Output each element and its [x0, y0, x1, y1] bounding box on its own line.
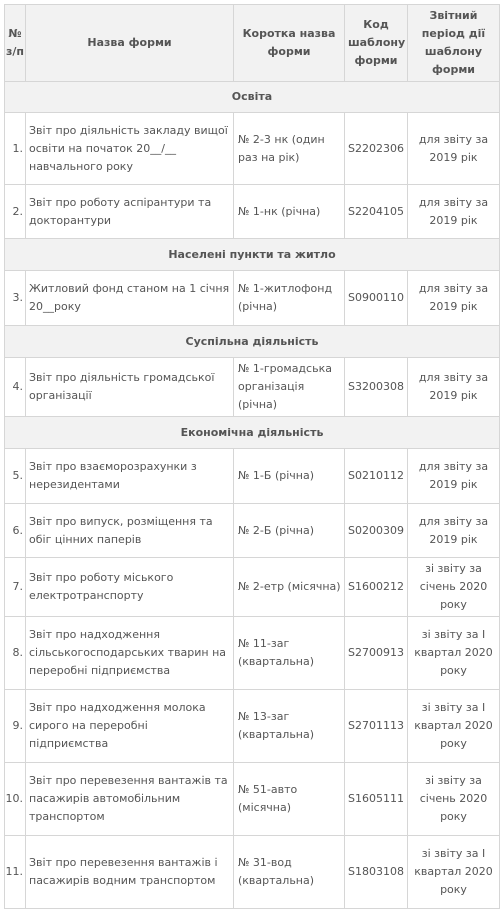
row-name: Звіт про перевезення вантажів та пасажирів автомобільним транспортом	[26, 763, 234, 836]
row-num: 4.	[5, 358, 26, 417]
row-short-name: № 51-авто (місячна)	[234, 763, 345, 836]
row-num: 6.	[5, 504, 26, 558]
row-code: S1803108	[345, 836, 408, 909]
row-code: S0200309	[345, 504, 408, 558]
table-body	[5, 82, 500, 909]
row-period: для звіту за 2019 рік	[408, 358, 500, 417]
row-name: Звіт про перевезення вантажів і пасажирів водним транспортом	[26, 836, 234, 909]
row-period: для звіту за 2019 рік	[408, 449, 500, 504]
header-row	[5, 5, 500, 82]
row-period: для звіту за 2019 рік	[408, 271, 500, 326]
row-num: 9.	[5, 690, 26, 763]
row-short-name: № 1-Б (річна)	[234, 449, 345, 504]
row-name: Звіт про випуск, розміщення та обіг цінних паперів	[26, 504, 234, 558]
table-row	[5, 358, 500, 417]
table-row	[5, 113, 500, 185]
row-period: зі звіту за І квартал 2020 року	[408, 690, 500, 763]
row-short-name: № 2-3 нк (один раз на рік)	[234, 113, 345, 185]
row-name: Звіт про діяльність закладу вищої освіти на початок 20__/__ навчального року	[26, 113, 234, 185]
section-row	[5, 82, 500, 113]
header-num: № з/п	[5, 5, 26, 82]
table-row	[5, 763, 500, 836]
table-row	[5, 558, 500, 617]
table-row	[5, 271, 500, 326]
row-code: S0210112	[345, 449, 408, 504]
row-code: S2204105	[345, 185, 408, 239]
table-row	[5, 617, 500, 690]
header-short: Коротка назва форми	[234, 5, 345, 82]
table-row	[5, 836, 500, 909]
row-num: 7.	[5, 558, 26, 617]
row-code: S1600212	[345, 558, 408, 617]
row-short-name: № 1-громадська організація (річна)	[234, 358, 345, 417]
row-code: S2701113	[345, 690, 408, 763]
row-code: S0900110	[345, 271, 408, 326]
section-title: Освіта	[5, 82, 500, 113]
section-title: Економічна діяльність	[5, 417, 500, 449]
row-period: для звіту за 2019 рік	[408, 185, 500, 239]
header-period: Звітний період дії шаблону форми	[408, 5, 500, 82]
header-name: Назва форми	[26, 5, 234, 82]
table-row	[5, 504, 500, 558]
row-short-name: № 1-житлофонд (річна)	[234, 271, 345, 326]
row-short-name: № 31-вод (квартальна)	[234, 836, 345, 909]
forms-table	[4, 4, 500, 909]
row-num: 8.	[5, 617, 26, 690]
row-name: Звіт про надходження сільськогосподарських тварин на переробні підприємства	[26, 617, 234, 690]
row-num: 3.	[5, 271, 26, 326]
table-row	[5, 690, 500, 763]
row-short-name: № 11-заг (квартальна)	[234, 617, 345, 690]
row-num: 1.	[5, 113, 26, 185]
table-row	[5, 185, 500, 239]
row-name: Звіт про взаєморозрахунки з нерезидентами	[26, 449, 234, 504]
row-period: зі звіту за січень 2020 року	[408, 763, 500, 836]
section-title: Населені пункти та житло	[5, 239, 500, 271]
row-period: зі звіту за І квартал 2020 року	[408, 617, 500, 690]
row-period: для звіту за 2019 рік	[408, 504, 500, 558]
row-num: 10.	[5, 763, 26, 836]
section-title: Суспільна діяльність	[5, 326, 500, 358]
row-name: Звіт про роботу міського електротранспорту	[26, 558, 234, 617]
row-code: S2202306	[345, 113, 408, 185]
row-code: S1605111	[345, 763, 408, 836]
row-num: 5.	[5, 449, 26, 504]
row-period: зі звіту за І квартал 2020 року	[408, 836, 500, 909]
row-period: зі звіту за січень 2020 року	[408, 558, 500, 617]
row-short-name: № 2-етр (місячна)	[234, 558, 345, 617]
row-short-name: № 2-Б (річна)	[234, 504, 345, 558]
header-code: Код шаблону форми	[345, 5, 408, 82]
section-row	[5, 239, 500, 271]
row-code: S2700913	[345, 617, 408, 690]
table-row	[5, 449, 500, 504]
section-row	[5, 326, 500, 358]
row-code: S3200308	[345, 358, 408, 417]
row-short-name: № 1-нк (річна)	[234, 185, 345, 239]
section-row	[5, 417, 500, 449]
row-name: Звіт про надходження молока сирого на переробні підприємства	[26, 690, 234, 763]
row-short-name: № 13-заг (квартальна)	[234, 690, 345, 763]
row-num: 11.	[5, 836, 26, 909]
forms-table-container	[4, 4, 499, 909]
row-period: для звіту за 2019 рік	[408, 113, 500, 185]
row-name: Звіт про діяльність громадської організації	[26, 358, 234, 417]
row-name: Звіт про роботу аспірантури та докторантури	[26, 185, 234, 239]
row-num: 2.	[5, 185, 26, 239]
row-name: Житловий фонд станом на 1 січня 20__року	[26, 271, 234, 326]
